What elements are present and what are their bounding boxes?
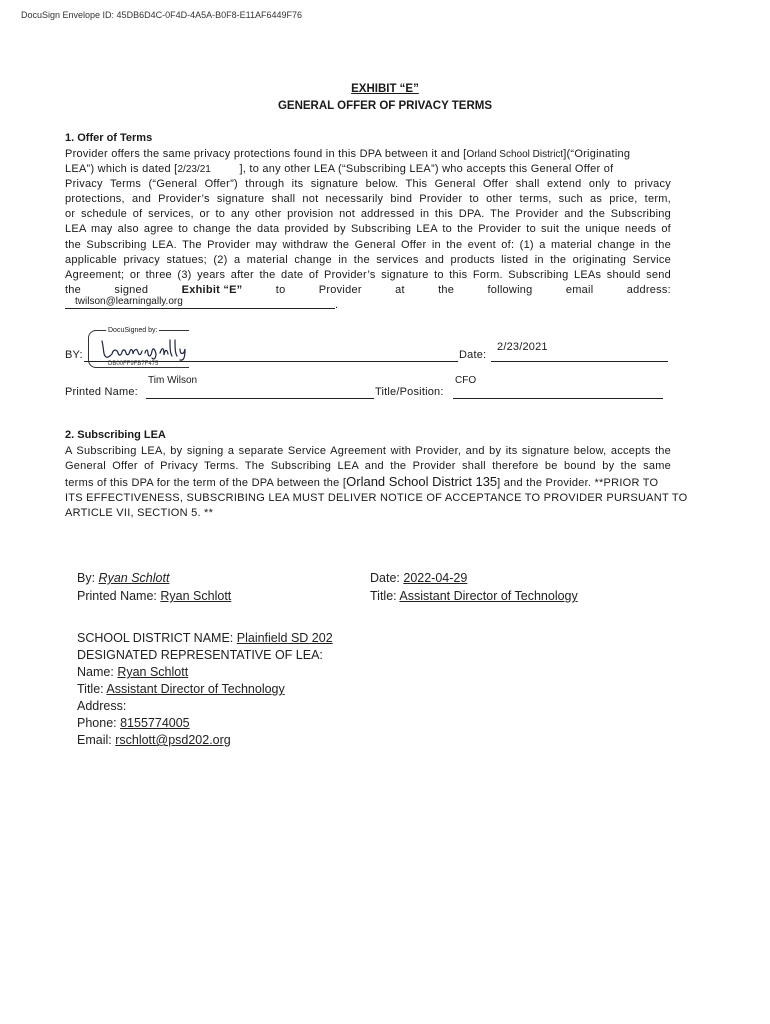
rep-title-value[interactable]: Assistant Director of Technology: [106, 682, 285, 696]
section1-line-6: LEA may also agree to change the data provided by Subscribing LEA to the Provider to suit the unique needs of: [65, 223, 671, 236]
section2-body: [65, 444, 688, 521]
lea-title-row: Title: Assistant Director of Technology: [370, 589, 578, 603]
title-position-label: Title/Position:: [375, 386, 444, 398]
rep-name-value[interactable]: Ryan Schlott: [117, 665, 189, 679]
section1-line-9: Agreement; or three (3) years after the date of Provider’s signature to this Form. Subscribing LEAs should send: [65, 268, 671, 281]
phone-value[interactable]: 8155774005: [120, 716, 190, 730]
printed-name-label: Printed Name:: [65, 386, 138, 398]
envelope-id: DocuSign Envelope ID: 45DB6D4C-0F4D-4A5A-B0F8-E11AF6449F76: [21, 10, 302, 20]
section2-line-4: ITS EFFECTIVENESS, SUBSCRIBING LEA MUST DELIVER NOTICE OF ACCEPTANCE TO PROVIDER PURSUANT TO: [65, 492, 688, 505]
signature-code: DB00FF9FB7F475: [108, 361, 159, 367]
title-line: [453, 398, 663, 399]
section1-line-4: protections, and Provider’s signature shall not necessarily bind Provider to other terms, such as price, term,: [65, 193, 671, 206]
section1-line-5: or schedule of services, or to any other provision not addressed in this DPA. The Provider and the Subscribing: [65, 208, 671, 221]
date-line: [491, 361, 668, 362]
section1-line-1: Provider offers the same privacy protections found in this DPA between it and [Orland School District](“Originating: [65, 148, 631, 160]
subscribing-lea-field[interactable]: Orland School District 135: [346, 474, 498, 490]
docusigned-by-label: DocuSigned by:: [108, 327, 158, 334]
provider-date-label: Date:: [459, 349, 487, 361]
section2-line-2: General Offer of Privacy Terms. The Subscribing LEA and the Provider shall therefore be bound by the same: [65, 460, 671, 473]
district-name-row: SCHOOL DISTRICT NAME: Plainfield SD 202: [77, 631, 333, 645]
exhibit-subtitle: GENERAL OFFER OF PRIVACY TERMS: [277, 100, 493, 112]
lea-signature-value[interactable]: Ryan Schlott: [98, 571, 170, 585]
exhibit-title: EXHIBIT “E”: [351, 83, 419, 95]
lea-date-row: Date: 2022-04-29: [370, 571, 468, 585]
lea-date-value[interactable]: 2022-04-29: [403, 571, 468, 585]
section2-line-5: ARTICLE VII, SECTION 5. **: [65, 507, 214, 520]
section1-line-7: the Subscribing LEA. The Provider may withdraw the General Offer in the event of: (1) a material change in the: [65, 238, 671, 251]
section1-heading: 1. Offer of Terms: [65, 132, 153, 144]
rep-name-row: Name: Ryan Schlott: [77, 665, 189, 679]
section1-line-3: Privacy Terms (“General Offer”) through its signature below. This General Offer shall extend only to privacy: [65, 178, 671, 191]
email-value[interactable]: rschlott@psd202.org: [115, 733, 231, 747]
by-label: BY:: [65, 349, 83, 361]
email-underline: [65, 308, 335, 309]
provider-email-field[interactable]: twilson@learningally.org: [75, 296, 183, 307]
rep-title-row: Title: Assistant Director of Technology: [77, 682, 285, 696]
lea-title-value[interactable]: Assistant Director of Technology: [399, 589, 578, 603]
dpa-date-field[interactable]: 2/23/21: [177, 164, 211, 176]
section2-line-1: A Subscribing LEA, by signing a separate Service Agreement with Provider, and by its signature below, accepts the: [65, 445, 671, 457]
section1-line-2: LEA”) which is dated [2/23/21 ], to any other LEA (“Subscribing LEA”) who accepts this General Offer of: [65, 162, 671, 177]
section1-body: [65, 147, 671, 298]
section2-heading: 2. Subscribing LEA: [65, 429, 166, 441]
email-row: Email: rschlott@psd202.org: [77, 733, 231, 747]
originating-lea-field[interactable]: Orland School District: [466, 149, 564, 160]
address-label: Address:: [77, 699, 127, 713]
provider-title-value[interactable]: CFO: [455, 375, 477, 386]
designated-rep-label: DESIGNATED REPRESENTATIVE OF LEA:: [77, 648, 323, 662]
lea-printed-name-value[interactable]: Ryan Schlott: [160, 589, 232, 603]
section1-line-8: applicable privacy statues; (2) a material change in the services and products listed in the originating Service: [65, 253, 671, 266]
district-name-value[interactable]: Plainfield SD 202: [236, 631, 333, 645]
lea-printed-name-row: Printed Name: Ryan Schlott: [77, 589, 232, 603]
signature-line: [84, 361, 458, 362]
signature-scribble-icon: [98, 337, 188, 361]
printed-name-line: [146, 398, 374, 399]
lea-by-row: By: Ryan Schlott: [77, 571, 170, 585]
phone-row: Phone: 8155774005: [77, 716, 190, 730]
provider-date-value[interactable]: 2/23/2021: [497, 341, 548, 353]
section2-line-3: terms of this DPA for the term of the DPA between the [Orland School District 135] and the Provider. **PRIOR TO: [65, 474, 659, 490]
section1-line-10: the signed Exhibit “E” to Provider at the following email address:: [65, 283, 671, 296]
provider-printed-name-value[interactable]: Tim Wilson: [148, 375, 198, 386]
